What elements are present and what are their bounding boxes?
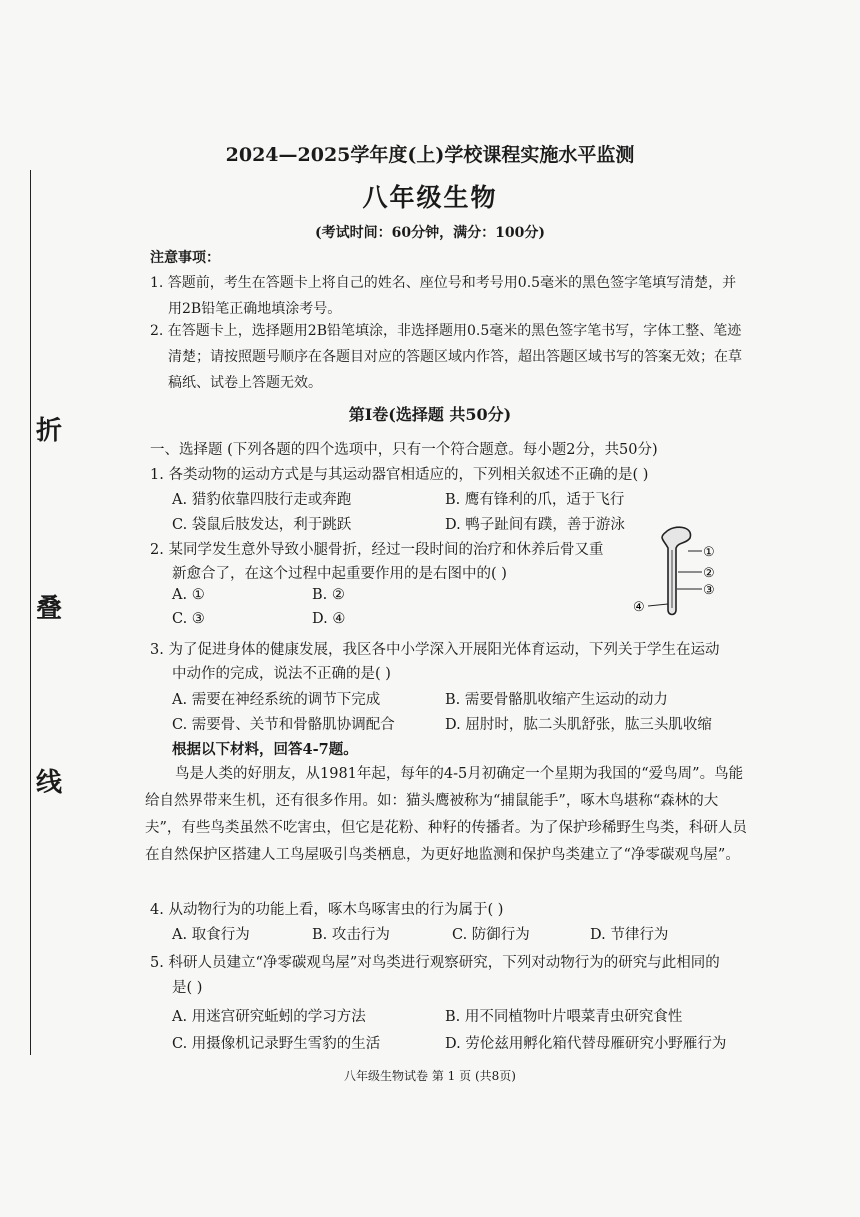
q3-option-a: A. 需要在神经系统的调节下完成 [172,692,381,708]
note-item-2: 2. 在答题卡上，选择题用2B铅笔填涂，非选择题用0.5毫米的黑色签字笔书写，字体工整、笔迹清楚；请按照题号顺序在各题目对应的答题区域内作答，超出答题区域书写的答案无效；在草稿纸、试卷上答题无效。 [150,323,742,391]
q5-option-c: C. 用摄像机记录野生雪豹的生活 [172,1036,381,1052]
section-title: 第Ⅰ卷(选择题 共50分) [348,405,512,424]
fold-char-1: 折 [36,416,63,446]
q2-option-a: A. ① [172,587,205,603]
notes-heading: 注意事项： [150,250,220,266]
page-footer: 八年级生物试卷 第 1 页 (共8页) [344,1069,516,1083]
q3-option-c: C. 需要骨、关节和骨骼肌协调配合 [172,717,395,733]
q1-option-b: B. 鹰有锋利的爪，适于飞行 [445,492,625,508]
q5-stem-2: 是( ) [172,980,203,996]
q5-option-d: D. 劳伦兹用孵化箱代替母雁研究小野雁行为 [445,1036,727,1052]
q3-option-b: B. 需要骨骼肌收缩产生运动的动力 [445,692,668,708]
q3-stem-2: 中动作的完成，说法不正确的是( ) [172,666,391,682]
q1-option-c: C. 袋鼠后肢发达，利于跳跃 [172,517,352,533]
fold-line [30,170,31,1055]
q4-stem: 4. 从动物行为的功能上看，啄木鸟啄害虫的行为属于( ) [150,902,504,918]
q5-option-b: B. 用不同植物叶片喂菜青虫研究食性 [445,1009,683,1025]
diagram-label-4: ④ [633,600,645,615]
q4-option-a: A. 取食行为 [172,927,250,943]
q3-option-d: D. 屈肘时，肱二头肌舒张，肱三头肌收缩 [445,717,712,733]
bone-diagram [626,524,726,624]
q4-option-c: C. 防御行为 [452,927,530,943]
exam-title: 2024—2025学年度(上)学校课程实施水平监测 [225,144,635,166]
diagram-label-2: ② [703,566,715,581]
q2-option-c: C. ③ [172,611,205,627]
diagram-label-3: ③ [703,583,715,598]
q2-option-d: D. ④ [312,611,346,627]
material-text: 鸟是人类的好朋友，从1981年起，每年的4-5月初确定一个星期为我国的“爱鸟周”。鸟能给自然界带来生机，还有很多作用。如：猫头鹰被称为“捕鼠能手”，啄木鸟堪称“森林的大夫”，有些鸟类虽然不吃害虫，但它是花粉、种籽的传播者。为了保护珍稀野生鸟类，科研人员在自然保护区搭建人工鸟屋吸引鸟类栖息，为更好地监测和保护鸟类建立了“净零碳观鸟屋”。 [145,766,747,863]
q4-option-d: D. 节律行为 [590,927,669,943]
q1-option-d: D. 鸭子趾间有蹼，善于游泳 [445,517,625,533]
fold-char-3: 线 [36,768,63,798]
section-instruction: 一、选择题 (下列各题的四个选项中，只有一个符合题意。每小题2分，共50分) [150,442,658,458]
q5-stem-1: 5. 科研人员建立“净零碳观鸟屋”对鸟类进行观察研究，下列对动物行为的研究与此相同的 [150,955,720,971]
q1-stem: 1. 各类动物的运动方式是与其运动器官相适应的，下列相关叙述不正确的是( ) [150,467,649,483]
note-item-1: 1. 答题前，考生在答题卡上将自己的姓名、座位号和考号用0.5毫米的黑色签字笔填写清楚，并用2B铅笔正确地填涂考号。 [150,275,737,317]
q4-option-b: B. 攻击行为 [312,927,390,943]
q1-option-a: A. 猎豹依靠四肢行走或奔跑 [172,492,352,508]
q2-option-b: B. ② [312,587,345,603]
diagram-label-1: ① [703,545,715,560]
material-lead: 根据以下材料，回答4-7题。 [172,741,358,758]
exam-info: (考试时间：60分钟，满分：100分) [315,225,545,241]
subject-title: 八年级生物 [362,183,498,212]
q2-stem-2: 新愈合了，在这个过程中起重要作用的是右图中的( ) [172,566,507,582]
q2-stem-1: 2. 某同学发生意外导致小腿骨折，经过一段时间的治疗和休养后骨又重 [150,542,604,558]
q3-stem-1: 3. 为了促进身体的健康发展，我区各中小学深入开展阳光体育运动，下列关于学生在运动 [150,642,720,658]
q5-option-a: A. 用迷宫研究蚯蚓的学习方法 [172,1009,366,1025]
fold-char-2: 叠 [36,594,63,624]
